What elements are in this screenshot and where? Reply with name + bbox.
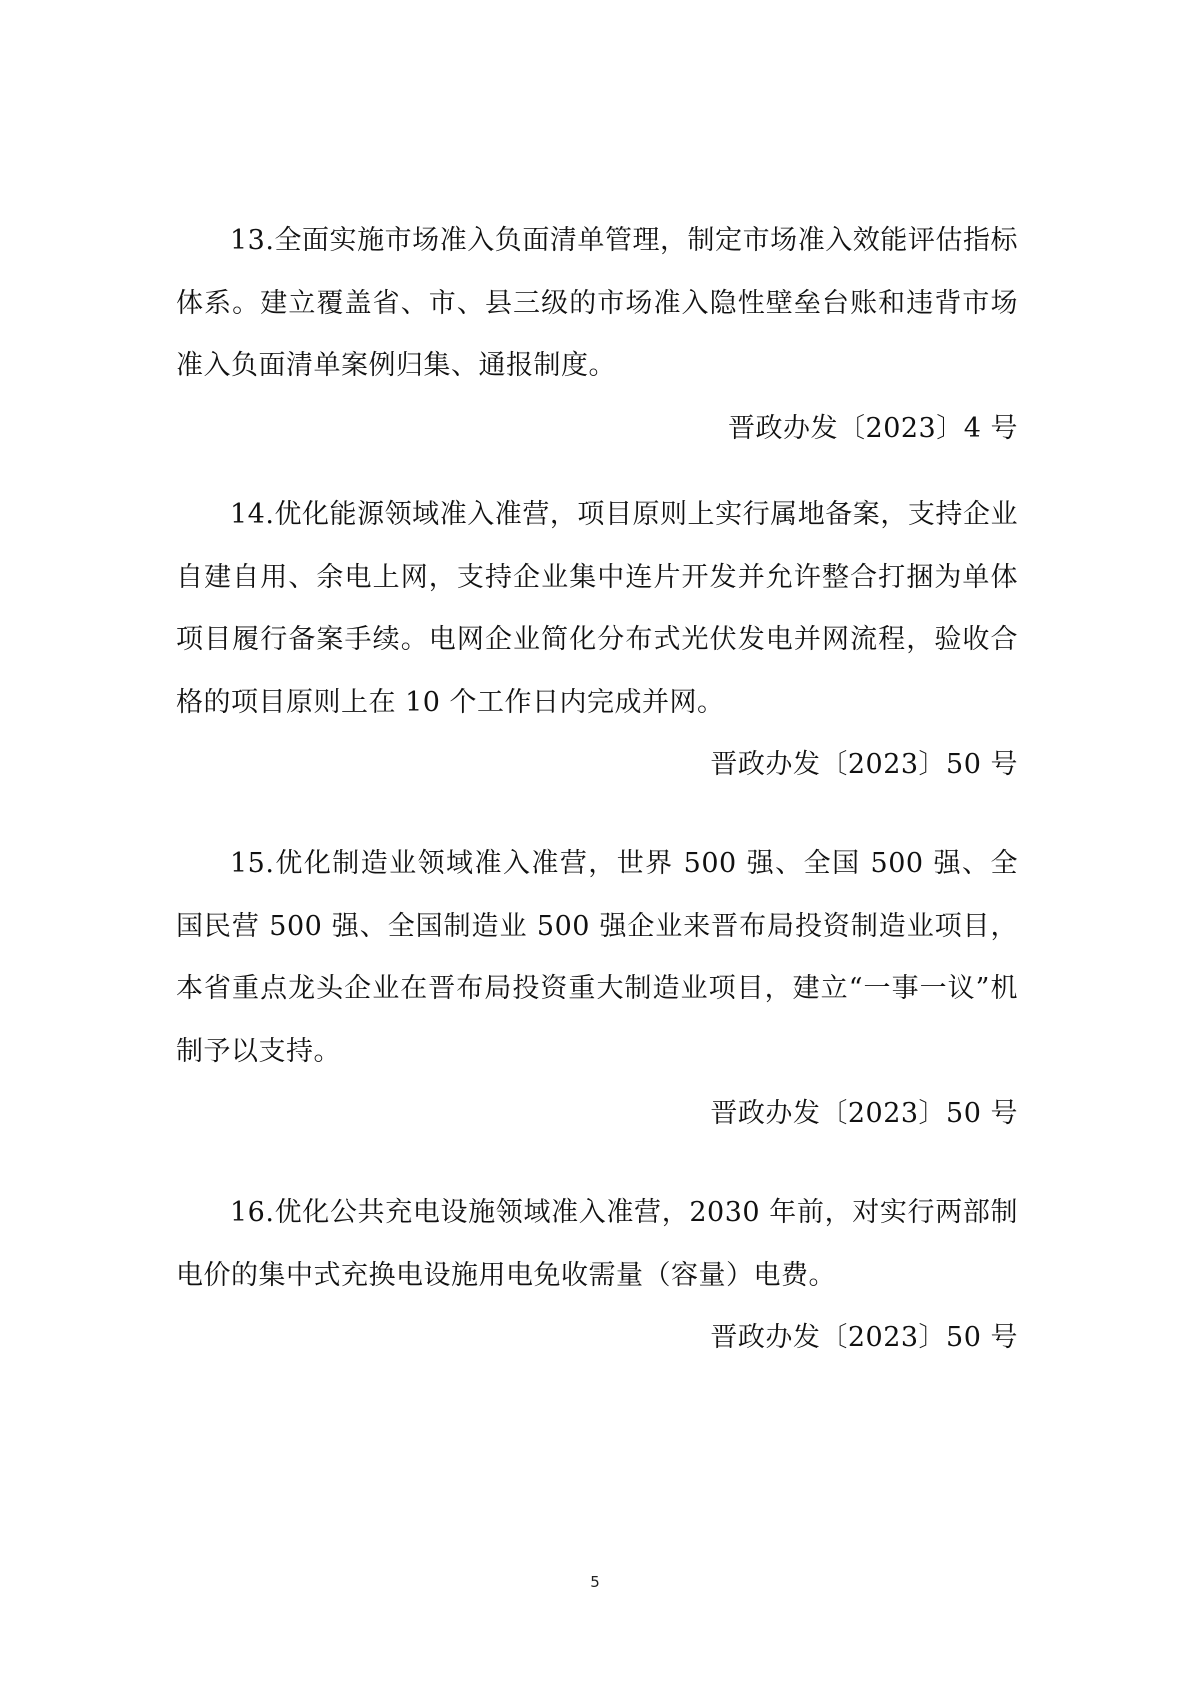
policy-item-15 [176,833,1018,1146]
policy-paragraph: 16.优化公共充电设施领域准入准营，2030 年前，对实行两部制电价的集中式充换电设施用电免收需量（容量）电费。 [176,1197,1018,1291]
document-reference: 晋政办发〔2023〕50 号 [710,749,1018,780]
document-reference: 晋政办发〔2023〕50 号 [710,1098,1018,1129]
document-reference: 晋政办发〔2023〕50 号 [710,1322,1018,1353]
document-reference: 晋政办发〔2023〕4 号 [728,412,1018,444]
policy-paragraph: 13.全面实施市场准入负面清单管理，制定市场准入效能评估指标体系。建立覆盖省、市、县三级的市场准入隐性壁垒台账和违背市场准入负面清单案例归集、通报制度。 [176,225,1018,381]
policy-item-13 [176,210,1018,460]
policy-item-14 [176,484,1018,797]
policy-paragraph: 14.优化能源领域准入准营，项目原则上实行属地备案，支持企业自建自用、余电上网，支持企业集中连片开发并允许整合打捆为单体项目履行备案手续。电网企业简化分布式光伏发电并网流程，验收合格的项目原则上在 10 个工作日内完成并网。 [176,499,1018,718]
policy-item-16 [176,1182,1018,1370]
policy-paragraph: 15.优化制造业领域准入准营，世界 500 强、全国 500 强、全国民营 500 强、全国制造业 500 强企业来晋布局投资制造业项目，本省重点龙头企业在晋布局投资重大制造业项目，建立“一事一议”机制予以支持。 [176,848,1018,1067]
page-number: 5 [590,1573,600,1591]
